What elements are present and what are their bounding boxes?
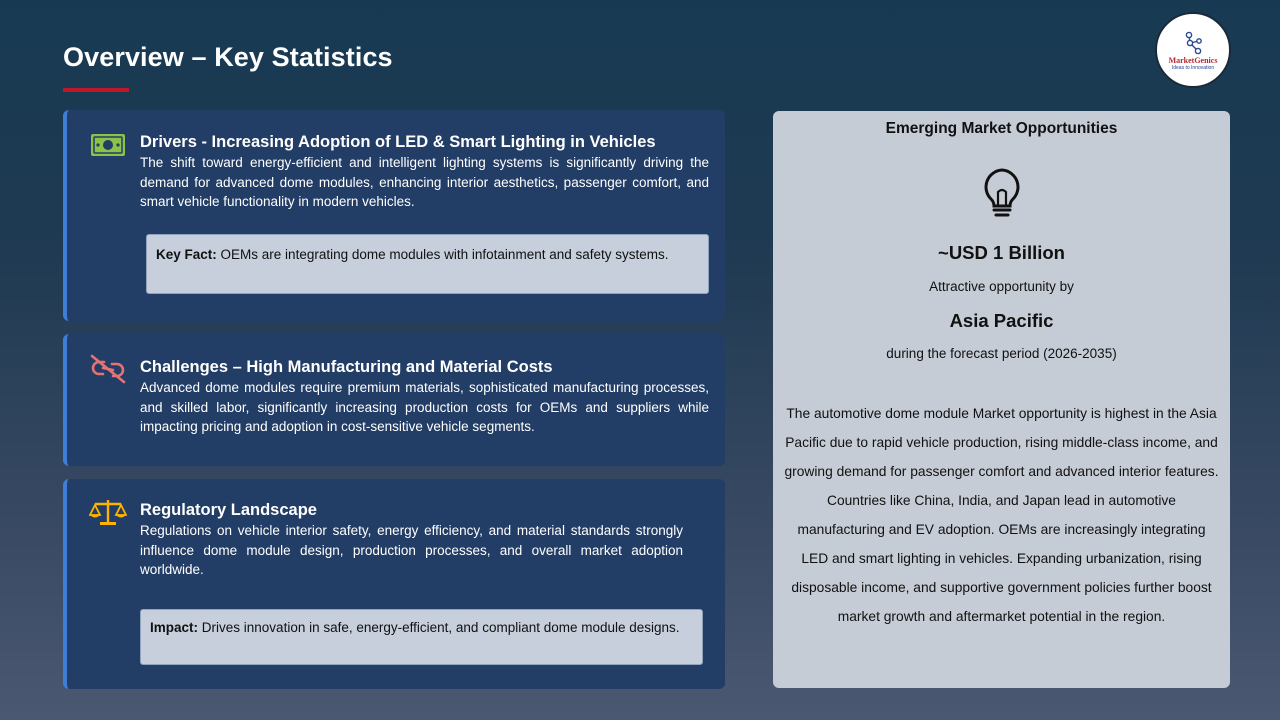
impact-text: Drives innovation in safe, energy-efficient, and compliant dome module designs. — [201, 620, 680, 635]
key-fact-text: OEMs are integrating dome modules with infotainment and safety systems. — [220, 247, 669, 262]
drivers-body: The shift toward energy-efficient and intelligent lighting systems is significantly driving the demand for advanced dome modules, enhancing interior aesthetics, passenger comfort, and smart vehicle functionality in modern vehicles. — [140, 155, 709, 209]
opportunity-paragraph: The automotive dome module Market opportunity is highest in the Asia Pacific due to rapid vehicle production, rising middle-class income, and growing demand for passenger comfort and advanced interior features. Countries like China, India, and Japan lead in automotive manufacturing and EV adoption. OEMs are increasingly integrating LED and smart lighting in vehicles. Expanding urbanization, rising disposable income, and supportive government policies further boost market growth and aftermarket potential in the region. — [784, 406, 1219, 624]
impact-label: Impact: — [150, 620, 199, 635]
emerging-opportunities-panel — [773, 111, 1230, 688]
drivers-card — [63, 110, 725, 321]
drivers-heading: Drivers - Increasing Adoption of LED & Smart Lighting in Vehicles — [140, 133, 656, 151]
title-underline — [63, 88, 129, 92]
logo-name: MarketGenics — [1168, 55, 1218, 65]
network-molecule-icon — [1180, 30, 1206, 56]
key-fact-label: Key Fact: — [156, 247, 217, 262]
regulatory-heading: Regulatory Landscape — [140, 501, 317, 519]
company-logo — [1155, 12, 1231, 88]
logo-tagline: Ideas to Innovation — [1171, 64, 1215, 71]
forecast-period: during the forecast period (2026-2035) — [886, 346, 1117, 361]
opportunities-title: Emerging Market Opportunities — [885, 120, 1118, 137]
challenges-heading: Challenges – High Manufacturing and Material Costs — [140, 358, 553, 376]
balance-scale-icon — [89, 497, 127, 527]
opportunity-subtitle: Attractive opportunity by — [929, 279, 1074, 294]
challenges-card — [63, 334, 725, 466]
regulatory-card — [63, 479, 725, 689]
key-fact-box — [146, 234, 709, 294]
opportunity-value: ~USD 1 Billion — [938, 242, 1065, 263]
regulatory-body: Regulations on vehicle interior safety, energy efficiency, and material standards strongly influence dome module design, production processes, and overall market adoption worldwide. — [140, 523, 683, 577]
challenges-body: Advanced dome modules require premium materials, sophisticated manufacturing processes, and skilled labor, significantly increasing production costs for OEMs and suppliers while impacting pricing and adoption in cost-sensitive vehicle segments. — [140, 380, 709, 434]
impact-box — [140, 609, 703, 665]
opportunity-region: Asia Pacific — [949, 310, 1054, 331]
lightbulb-icon — [979, 166, 1025, 220]
money-bill-icon — [89, 130, 127, 160]
broken-link-icon — [89, 354, 127, 384]
page-title: Overview – Key Statistics — [63, 42, 393, 72]
